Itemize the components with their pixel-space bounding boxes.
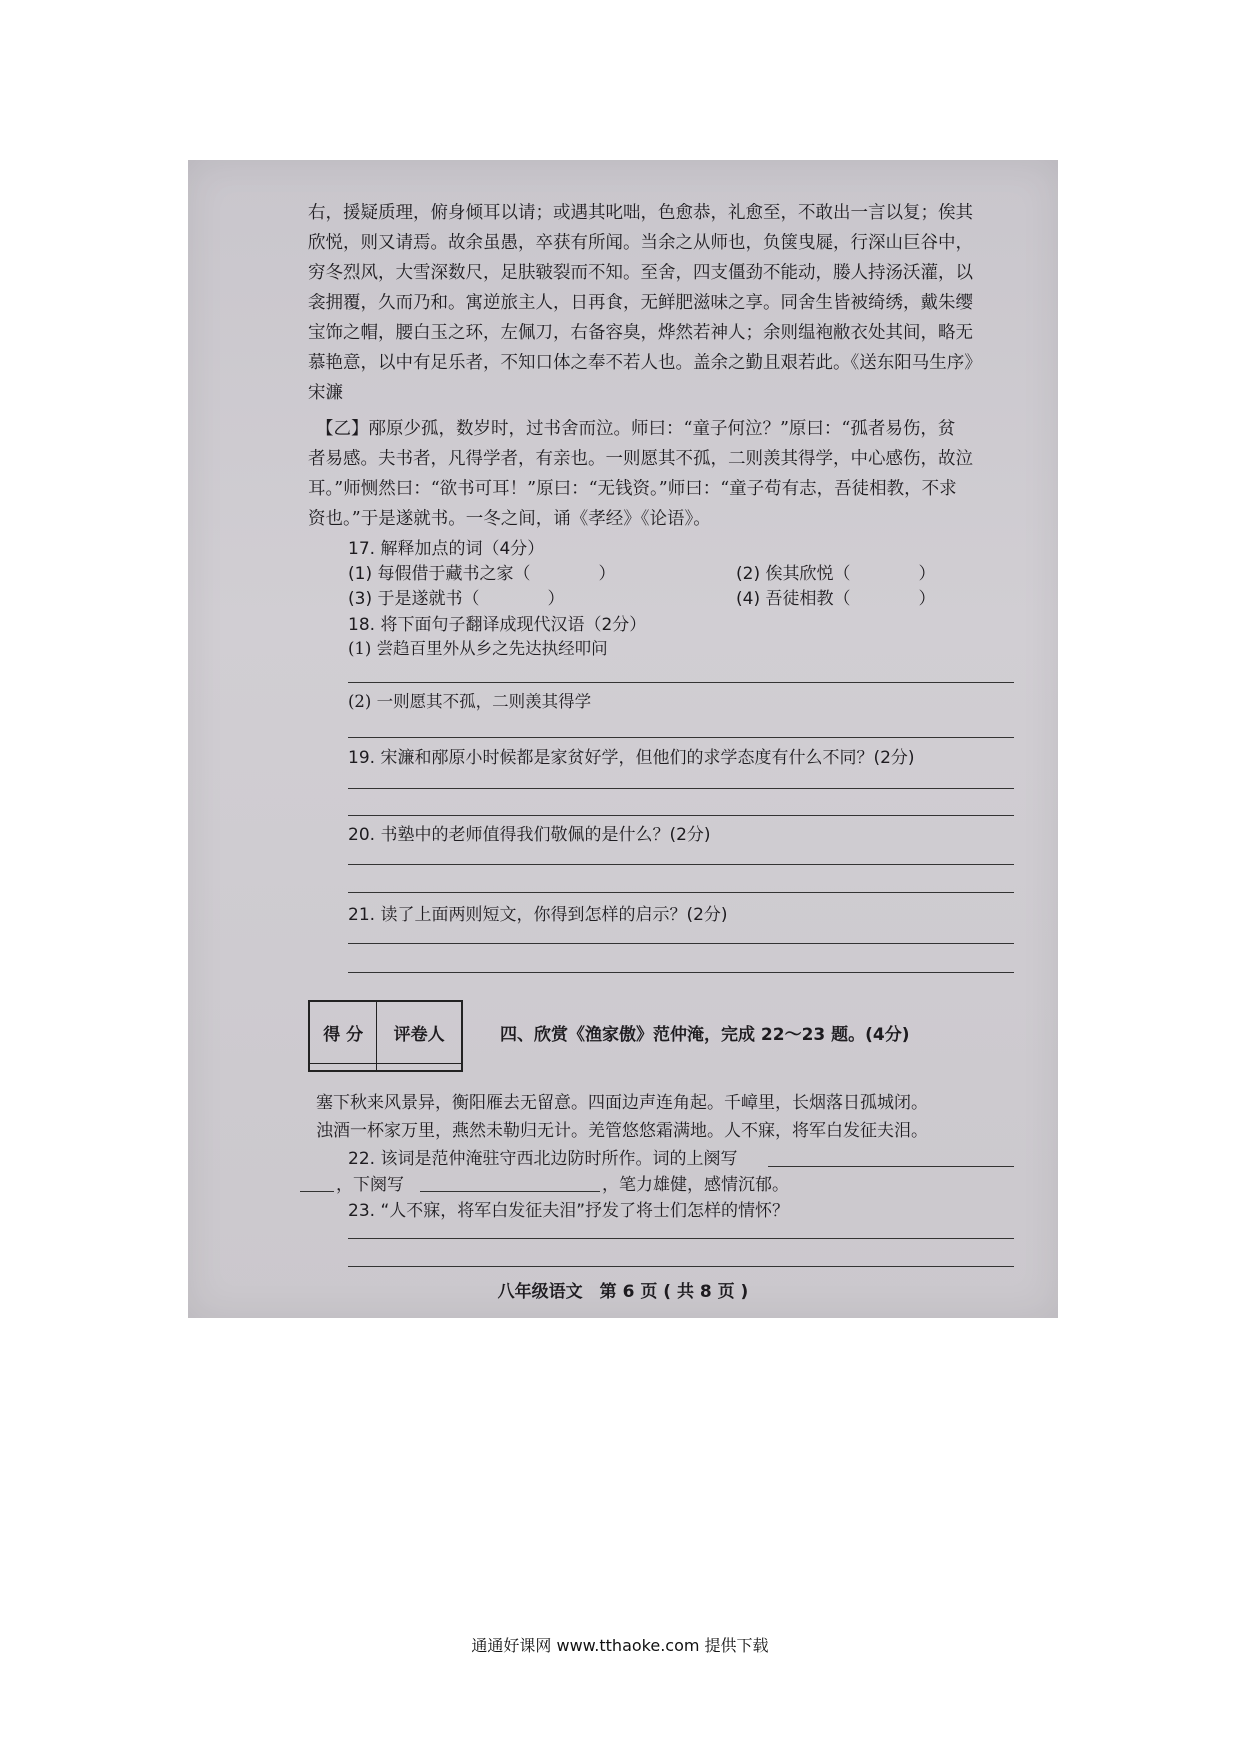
poem-line: 浊酒一杯家万里，燕然未勒归无计。羌管悠悠霜满地。人不寐，将军白发征夫泪。 — [316, 1121, 928, 1141]
answer-line[interactable] — [348, 788, 1014, 789]
question-19: 19. 宋濂和邴原小时候都是家贫好学，但他们的求学态度有什么不同？(2分) — [348, 748, 915, 768]
score-box — [308, 1000, 463, 1072]
passage-line: 【乙】邴原少孤，数岁时，过书舍而泣。师曰：“童子何泣？”原曰：“孤者易伤，贫 — [316, 419, 956, 439]
passage-line: 资也。”于是遂就书。一冬之间，诵《孝经》《论语》。 — [308, 509, 711, 529]
grader-cell[interactable] — [377, 1063, 462, 1071]
grader-label: 评卷人 — [377, 1001, 462, 1063]
question-17-item-4[interactable]: (4) 吾徒相教（ ） — [736, 589, 936, 609]
question-22-part3: ，笔力雄健，感情沉郁。 — [602, 1175, 789, 1195]
answer-line[interactable] — [348, 737, 1014, 738]
question-21: 21. 读了上面两则短文，你得到怎样的启示？(2分) — [348, 905, 728, 925]
question-22-part1: 22. 该词是范仲淹驻守西北边防时所作。词的上阕写 — [348, 1149, 738, 1169]
page-footer: 八年级语文 第 6 页 ( 共 8 页 ) — [497, 1282, 749, 1302]
answer-line[interactable] — [348, 864, 1014, 865]
question-18-sentence-1: (1) 尝趋百里外从乡之先达执经叩问 — [348, 639, 608, 658]
question-22-part2: ，下阕写 — [336, 1175, 404, 1195]
passage-line: 慕艳意，以中有足乐者，不知口体之奉不若人也。盖余之勤且艰若此。《送东阳马生序》 — [308, 353, 982, 373]
answer-line[interactable] — [348, 815, 1014, 816]
answer-blank[interactable] — [768, 1166, 1014, 1167]
answer-blank[interactable] — [420, 1191, 600, 1192]
passage-line: 右，援疑质理，俯身倾耳以请；或遇其叱咄，色愈恭，礼愈至，不敢出一言以复；俟其 — [308, 203, 973, 223]
passage-line: 耳。”师恻然曰：“欲书可耳！”原曰：“无钱资。”师曰：“童子苟有志，吾徒相教，不求 — [308, 479, 957, 499]
section-4-title: 四、欣赏《渔家傲》范仲淹，完成 22～23 题。(4分) — [500, 1025, 910, 1045]
passage-line: 宝饰之帽，腰白玉之环，左佩刀，右备容臭，烨然若神人；余则缊袍敝衣处其间，略无 — [308, 323, 973, 343]
answer-line[interactable] — [348, 972, 1014, 973]
question-17-item-1[interactable]: (1) 每假借于藏书之家（ ） — [348, 564, 616, 584]
passage-line: 宋濂 — [308, 383, 343, 403]
question-18-sentence-2: (2) 一则愿其不孤，二则羡其得学 — [348, 692, 592, 711]
passage-line: 穷冬烈风，大雪深数尺，足肤皲裂而不知。至舍，四支僵劲不能动，媵人持汤沃灌，以 — [308, 263, 973, 283]
download-credit: 通通好课网 www.tthaoke.com 提供下载 — [471, 1636, 769, 1655]
answer-line[interactable] — [348, 943, 1014, 944]
passage-line: 衾拥覆，久而乃和。寓逆旅主人，日再食，无鲜肥滋味之享。同舍生皆被绮绣，戴朱缨 — [308, 293, 973, 313]
question-17-title: 17. 解释加点的词（4分） — [348, 539, 545, 559]
passage-line: 欣悦，则又请焉。故余虽愚，卒获有所闻。当余之从师也，负箧曳屣，行深山巨谷中， — [308, 233, 973, 253]
answer-line[interactable] — [348, 1238, 1014, 1239]
question-23: 23. “人不寐，将军白发征夫泪”抒发了将士们怎样的情怀？ — [348, 1201, 790, 1221]
question-20: 20. 书塾中的老师值得我们敬佩的是什么？(2分) — [348, 825, 711, 845]
question-17-item-2[interactable]: (2) 俟其欣悦（ ） — [736, 564, 936, 584]
poem-line: 塞下秋来风景异，衡阳雁去无留意。四面边声连角起。千嶂里，长烟落日孤城闭。 — [316, 1093, 928, 1113]
exam-page-photo — [188, 160, 1058, 1318]
passage-line: 者易感。夫书者，凡得学者，有亲也。一则愿其不孤，二则羡其得学，中心感伤，故泣 — [308, 449, 973, 469]
score-label: 得 分 — [309, 1001, 377, 1063]
score-cell[interactable] — [309, 1063, 377, 1071]
answer-line[interactable] — [348, 682, 1014, 683]
answer-blank[interactable] — [300, 1191, 334, 1192]
question-17-item-3[interactable]: (3) 于是遂就书（ ） — [348, 589, 565, 609]
answer-line[interactable] — [348, 892, 1014, 893]
question-18-title: 18. 将下面句子翻译成现代汉语（2分） — [348, 615, 647, 635]
answer-line[interactable] — [348, 1266, 1014, 1267]
